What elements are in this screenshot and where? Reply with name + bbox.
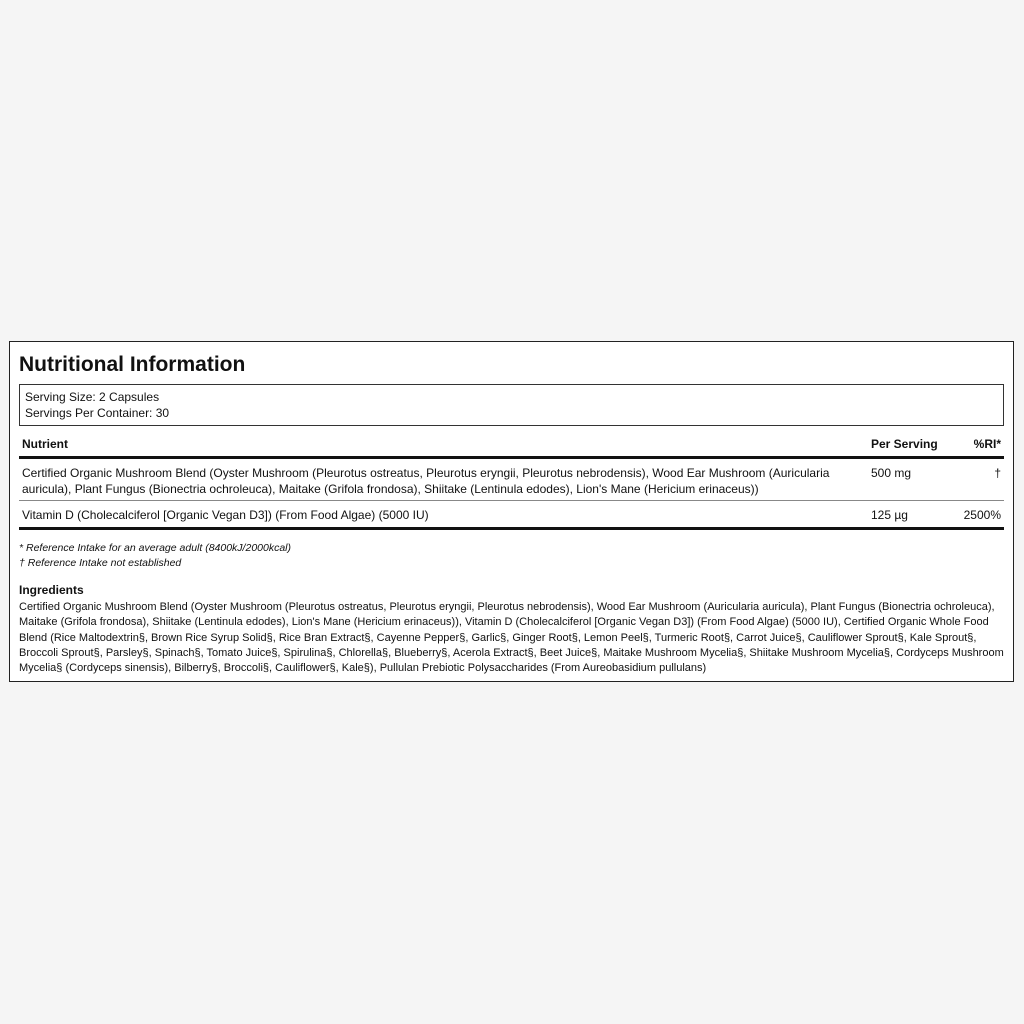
nutrient-amount: 500 mg [868,458,954,501]
serving-info-box [19,384,1004,426]
footnotes [19,541,1004,571]
nutrient-name: Vitamin D (Cholecalciferol [Organic Vegan D3]) (From Food Algae) (5000 IU) [19,501,868,529]
footnote-ri: * Reference Intake for an average adult (8400kJ/2000kcal) [19,542,292,554]
serving-size: Serving Size: 2 Capsules [25,390,160,404]
nutrition-panel [9,341,1014,682]
nutrient-name: Certified Organic Mushroom Blend (Oyster Mushroom (Pleurotus ostreatus, Pleurotus eryngii, Pleurotus nebrodensis), Wood Ear Mushroom (Auricularia auricula), Plant Fungus (Bionectria ochroleuca), Maitake (Grifola frondosa), Shiitake (Lentinula edodes), Lion's Mane (Hericium erinaceus)) [19,458,868,501]
page-title: Nutritional Information [19,353,246,376]
table-header-row [19,433,1004,458]
table-row [19,458,1004,501]
nutrient-ri: 2500% [954,501,1004,529]
nutrient-ri: † [954,458,1004,501]
table-row [19,501,1004,529]
footnote-dagger: † Reference Intake not established [19,557,182,569]
header-ri: %RI* [954,433,1004,458]
ingredients-text: Certified Organic Mushroom Blend (Oyster Mushroom (Pleurotus ostreatus, Pleurotus eryngii, Pleurotus nebrodensis), Wood Ear Mushroom (Auricularia auricula), Plant Fungus (Bionectria ochroleuca), Maitake (Grifola frondosa), Shiitake (Lentinula edodes), Lion's Mane (Hericium erinaceus)), Vitamin D (Cholecalciferol [Organic Vegan D3]) (From Food Algae) (5000 IU), Certified Organic Whole Food Blend (Rice Maltodextrin§, Brown Rice Syrup Solid§, Rice Bran Extract§, Cayenne Pepper§, Garlic§, Ginger Root§, Lemon Peel§, Turmeric Root§, Carrot Juice§, Cauliflower Sprout§, Kale Sprout§, Broccoli Sprout§, Parsley§, Spinach§, Tomato Juice§, Spirulina§, Chlorella§, Blueberry§, Acerola Extract§, Beet Juice§, Maitake Mushroom Mycelia§, Shiitake Mushroom Mycelia§, Cordyceps Mushroom Mycelia§ (Cordyceps sinensis), Bilberry§, Broccoli§, Cauliflower§, Kale§), Pullulan Prebiotic Polysaccharides (From Aureobasidium pullulans) [19,601,1004,675]
nutrient-amount: 125 µg [868,501,954,529]
nutrient-table [19,433,1004,530]
ingredients-heading: Ingredients [19,583,84,597]
servings-per-container: Servings Per Container: 30 [25,406,170,420]
header-nutrient: Nutrient [19,433,868,458]
header-per-serving: Per Serving [868,433,954,458]
